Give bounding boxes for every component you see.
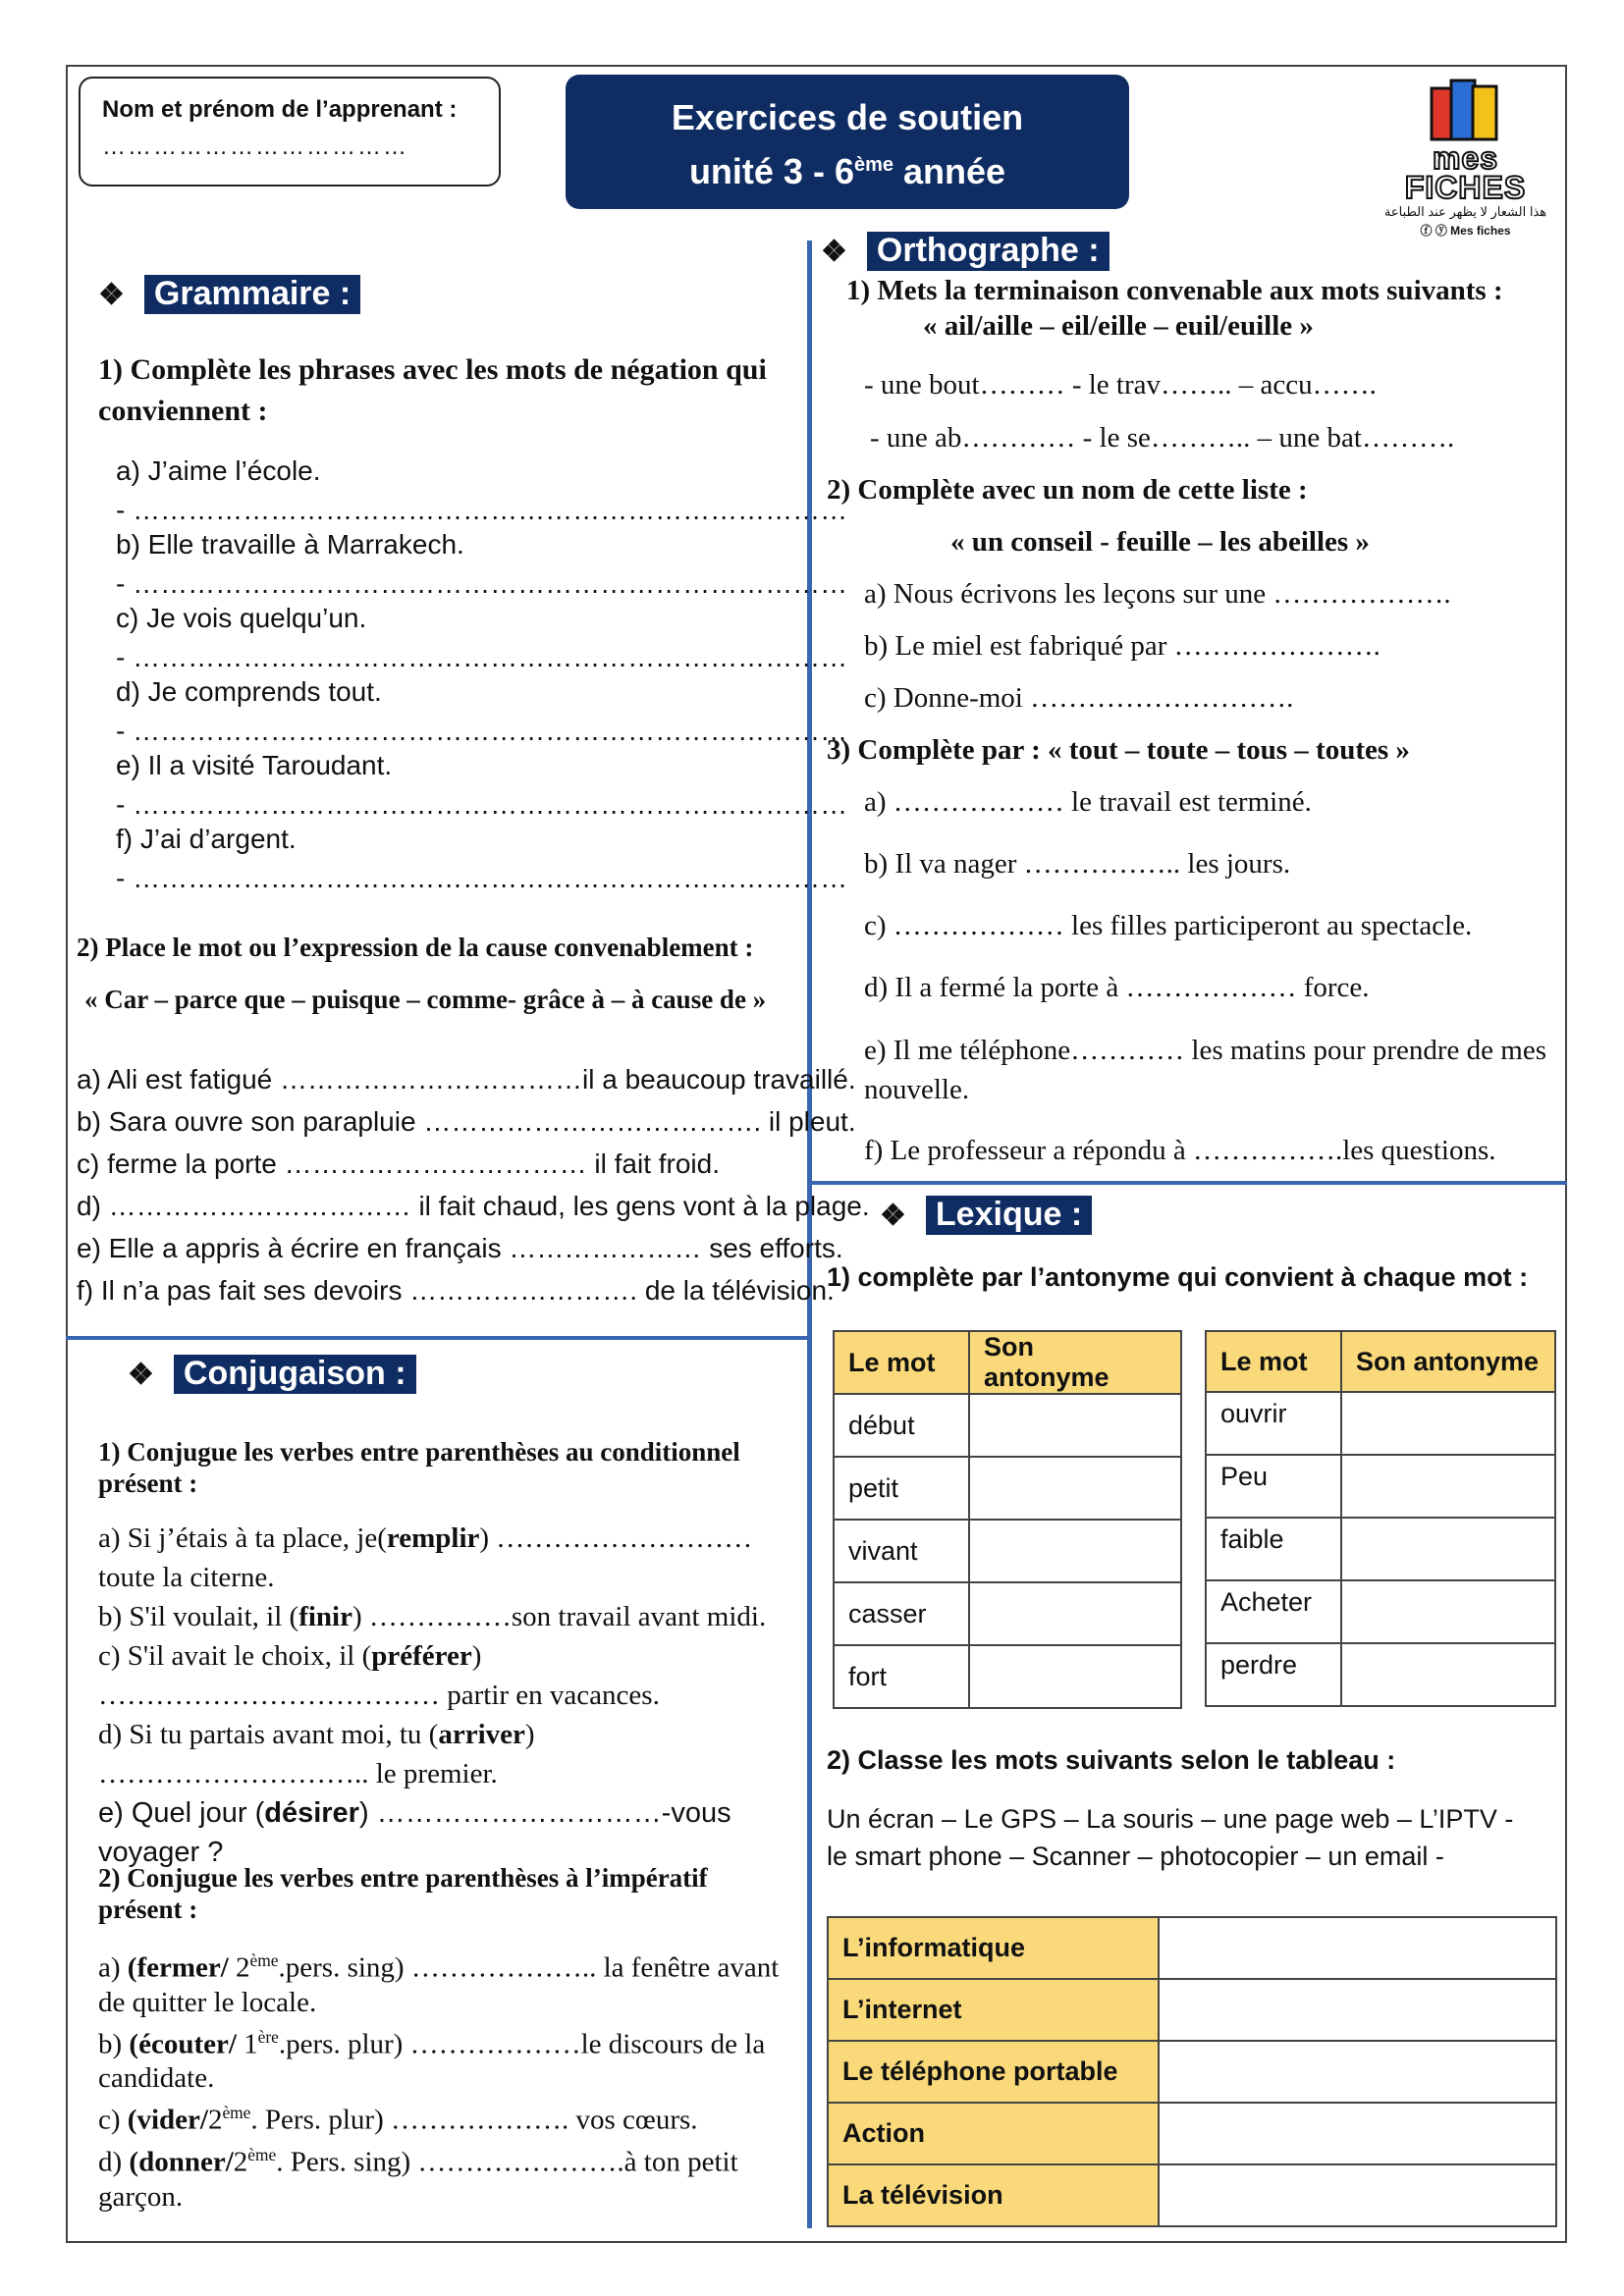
right-section-divider [811,1181,1567,1185]
category-cell: Action [828,2103,1159,2164]
logo-social: ⓕ ⓨ Mes fiches [1420,224,1511,238]
antonym-cell[interactable] [1341,1518,1555,1580]
title-line-2: unité 3 - 6ème année [688,151,1006,191]
answer-line[interactable]: - …………………………………………………………………… [116,495,848,525]
lexique-ex2-words: le smart phone – Scanner – photocopier – un email - [827,1842,1444,1871]
answer-cell[interactable] [1159,1917,1556,1979]
grammaire-ex2-item: c) ferme la porte …………………………… il fait froid. [77,1148,721,1179]
diamond-bullet-icon: ❖ [821,236,847,268]
orthographe-ex1-title: 1) Mets la terminaison convenable aux mots suivants : [846,275,1503,306]
word-cell: faible [1206,1518,1341,1580]
diamond-bullet-icon: ❖ [128,1359,154,1391]
facebook-icon: ⓕ ⓨ [1420,224,1451,238]
answer-line[interactable]: - …………………………………………………………………… [116,568,848,599]
diamond-bullet-icon: ❖ [98,279,125,311]
orthographe-ex3-item: c) ……………… les filles participeront au spectacle. [864,910,1473,941]
grammaire-ex1-item: a) J’aime l’école. [116,455,321,486]
orthographe-ex2-item: b) Le miel est fabriqué par …………………. [864,630,1380,662]
antonym-cell[interactable] [969,1520,1181,1582]
category-cell: L’informatique [828,1917,1159,1979]
column-header: Son antonyme [1341,1331,1555,1392]
grammaire-ex1-item: b) Elle travaille à Marrakech. [116,529,464,560]
column-header: Le mot [1206,1331,1341,1392]
column-header: Le mot [834,1331,969,1394]
orthographe-ex3-item: e) Il me téléphone………… les matins pour prendre de mes nouvelle. [864,1035,1546,1105]
answer-cell[interactable] [1159,2041,1556,2103]
orthographe-ex3-item: f) Le professeur a répondu à …………….les questions. [864,1135,1496,1166]
orthographe-ex3-title: 3) Complète par : « tout – toute – tous – toutes » [827,734,1410,766]
word-cell: Acheter [1206,1580,1341,1643]
orthographe-ex2-list: « un conseil - feuille – les abeilles » [950,526,1370,558]
word-cell: petit [834,1457,969,1520]
orthographe-ex3-item: d) Il a fermé la porte à ……………… force. [864,972,1370,1003]
mes-fiches-logo [1370,75,1561,238]
orthographe-ex2-title: 2) Complète avec un nom de cette liste : [827,474,1308,506]
conjugaison-ex2-title: 2) Conjugue les verbes entre parenthèses à l’impératif présent : [98,1863,708,1924]
student-name-box [79,77,501,187]
orthographe-ex1-terms: « ail/aille – eil/eille – euil/euille » [923,310,1314,342]
answer-line[interactable]: - …………………………………………………………………… [116,716,848,746]
antonym-cell[interactable] [969,1645,1181,1708]
antonym-cell[interactable] [969,1394,1181,1457]
orthographe-ex2-item: a) Nous écrivons les leçons sur une ………………. [864,578,1451,610]
diamond-bullet-icon: ❖ [880,1200,906,1232]
grammaire-ex2-item: e) Elle a appris à écrire en français ………………… ses efforts. [77,1233,843,1263]
orthographe-ex3-item: a) ……………… le travail est terminé. [864,786,1312,818]
antonym-table-left [833,1330,1182,1709]
conjugaison-ex2-item: a) (fermer/ 2ème.pers. sing) ……………….. la fenêtre avant de quitter le locale. b) (écouter/ 1ère.pers. plur) ………………le discours de la candidate. c) (vider/2ème. Pers. plur) ………………. vos cœurs. d) (donner/2ème. Pers. sing) ………………….à ton petit garçon. [98,1950,780,2213]
word-cell: vivant [834,1520,969,1582]
antonym-cell[interactable] [1341,1455,1555,1518]
orthographe-ex1-line: - une bout……… - le trav…….. – accu……. [864,369,1377,400]
antonym-cell[interactable] [1341,1392,1555,1455]
grammaire-ex2-item: d) …………………………… il fait chaud, les gens vont à la plage. [77,1191,870,1221]
grammaire-ex2-item: b) Sara ouvre son parapluie ………………………………. il pleut. [77,1106,856,1137]
answer-line[interactable]: - …………………………………………………………………… [116,642,848,672]
word-cell: Peu [1206,1455,1341,1518]
title-line-1: Exercices de soutien [671,97,1024,137]
grammaire-ex1-item: c) Je vois quelqu’un. [116,603,367,633]
grammaire-ex2-words: « Car – parce que – puisque – comme- grâce à – à cause de » [84,985,767,1014]
grammaire-ex2-item: f) Il n’a pas fait ses devoirs ……………………. de la télévision. [77,1275,835,1306]
category-cell: L’internet [828,1979,1159,2041]
grammaire-ex1-title: 1) Complète les phrases avec les mots de négation qui conviennent : [98,353,767,427]
orthographe-ex2-item: c) Donne-moi ………………………. [864,682,1294,714]
logo-tagline: هذا الشعار لا يظهر عند الطباعة [1383,204,1547,219]
category-cell: La télévision [828,2164,1159,2226]
answer-cell[interactable] [1159,2164,1556,2226]
word-cell: ouvrir [1206,1392,1341,1455]
category-cell: Le téléphone portable [828,2041,1159,2103]
answer-line[interactable]: - …………………………………………………………………… [116,789,848,820]
conjugaison-ex1-item: a) Si j’étais à ta place, je(remplir) ……………………… toute la citerne. b) S'il voulait, il (finir) ……………son travail avant midi. c) S'il avait le choix, il (préférer) ……………………………… partir en vacances. d) Si tu partais avant moi, tu (arriver) ……………………….. le premier. e) Quel jour (désirer) …………………………-vous voyager ? [98,1522,767,1868]
left-section-divider [66,1336,807,1340]
grammaire-ex1-item: e) Il a visité Taroudant. [116,750,393,780]
lexique-ex1-title: 1) complète par l’antonyme qui convient à chaque mot : [827,1262,1529,1292]
antonym-cell[interactable] [1341,1643,1555,1706]
classification-table [827,1916,1557,2227]
antonym-cell[interactable] [1341,1580,1555,1643]
student-name-field[interactable]: ……………………………… [102,133,408,160]
worksheet-title [566,75,1129,209]
answer-cell[interactable] [1159,2103,1556,2164]
conjugaison-ex1-title: 1) Conjugue les verbes entre parenthèses au conditionnel présent : [98,1437,740,1498]
answer-line[interactable]: - …………………………………………………………………… [116,863,848,893]
antonym-cell[interactable] [969,1582,1181,1645]
word-cell: début [834,1394,969,1457]
books-icon [1422,75,1510,143]
column-header: Son antonyme [969,1331,1181,1394]
word-cell: perdre [1206,1643,1341,1706]
logo-word-fiches: FICHES [1404,170,1527,205]
grammaire-ex1-item: d) Je comprends tout. [116,676,382,707]
word-cell: casser [834,1582,969,1645]
grammaire-ex1-item: f) J’ai d’argent. [116,824,297,854]
antonym-cell[interactable] [969,1457,1181,1520]
conjugaison-heading: ❖ Conjugaison : [128,1355,416,1393]
orthographe-heading: ❖ Orthographe : [821,232,1110,270]
grammaire-ex2-title: 2) Place le mot ou l’expression de la cause convenablement : [77,933,754,962]
orthographe-ex1-line: - une ab………… - le se……….. – une bat………. [870,422,1455,454]
logo-word-mes: mes [1432,140,1499,176]
grammaire-ex2-item: a) Ali est fatigué ……………………………il a beaucoup travaillé. [77,1064,856,1095]
answer-cell[interactable] [1159,1979,1556,2041]
lexique-ex2-words: Un écran – Le GPS – La souris – une page web – L’IPTV - [827,1804,1514,1834]
student-name-label: Nom et prénom de l’apprenant : [102,96,458,123]
orthographe-ex3-item: b) Il va nager …………….. les jours. [864,848,1291,880]
lexique-ex2-title: 2) Classe les mots suivants selon le tableau : [827,1745,1396,1775]
word-cell: fort [834,1645,969,1708]
lexique-heading: ❖ Lexique : [880,1196,1092,1234]
antonym-table-right [1205,1330,1556,1707]
grammaire-heading: ❖ Grammaire : [98,275,360,313]
